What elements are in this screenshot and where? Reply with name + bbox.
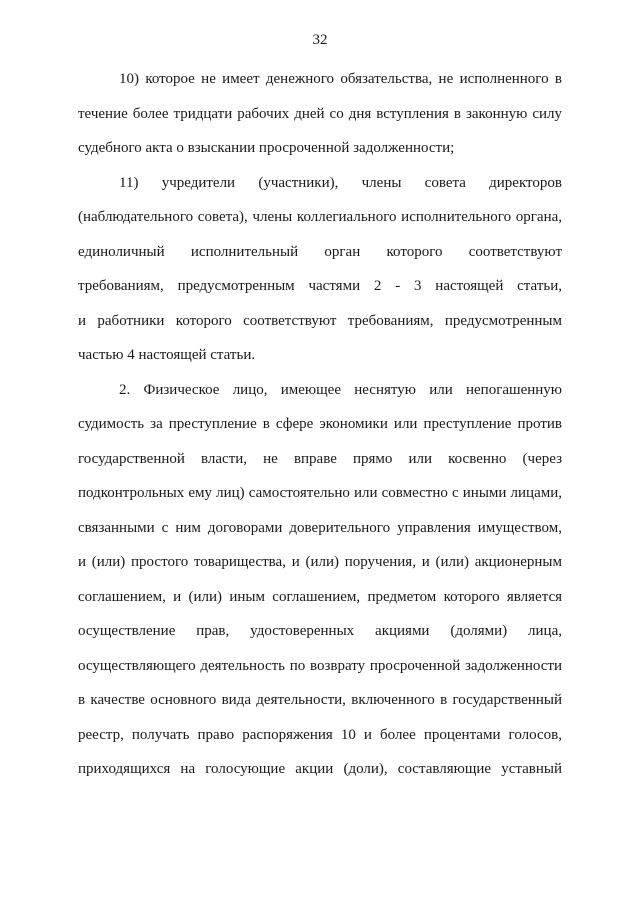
- document-body: [78, 62, 562, 787]
- text-line: осуществляющего деятельность по возврату просроченной задолженности: [78, 657, 562, 674]
- text-line: осуществление прав, удостоверенных акциями (долями) лица,: [78, 623, 562, 639]
- paragraph-item-10: [78, 62, 562, 166]
- text-line: частью 4 настоящей статьи.: [78, 347, 256, 363]
- text-line: подконтрольных ему лиц) самостоятельно или совместно с иными лицами,: [78, 485, 562, 501]
- text-line: требованиям, предусмотренным частями 2 - 3 настоящей статьи,: [78, 278, 562, 294]
- text-line: и (или) простого товарищества, и (или) поручения, и (или) акционерным: [78, 554, 562, 570]
- text-line: 10) которое не имеет денежного обязательства, не исполненного в: [119, 71, 562, 87]
- text-line: (наблюдательного совета), члены коллегиального исполнительного органа,: [78, 209, 562, 225]
- text-line: 11) учредители (участники), члены совета директоров: [119, 174, 562, 191]
- page-number: 32: [312, 32, 328, 48]
- text-line: связанными с ним договорами доверительного управления имуществом,: [78, 519, 562, 536]
- text-line: 2. Физическое лицо, имеющее неснятую или непогашенную: [119, 381, 562, 398]
- text-line: единоличный исполнительный орган которого соответствуют: [78, 243, 562, 260]
- text-line: соглашением, и (или) иным соглашением, предметом которого является: [78, 588, 562, 605]
- paragraph-item-11: [78, 166, 562, 373]
- text-line: приходящихся на голосующие акции (доли), составляющие уставный: [78, 761, 562, 777]
- text-line: государственной власти, не вправе прямо или косвенно (через: [78, 450, 562, 467]
- paragraph-part-2: [78, 373, 562, 787]
- text-line: течение более тридцати рабочих дней со дня вступления в законную силу: [78, 105, 562, 122]
- text-line: судимость за преступление в сфере экономики или преступление против: [78, 416, 562, 432]
- text-line: и работники которого соответствуют требованиям, предусмотренным: [78, 312, 562, 329]
- text-line: судебного акта о взыскании просроченной задолженности;: [78, 140, 455, 156]
- text-line: реестр, получать право распоряжения 10 и более процентами голосов,: [78, 726, 562, 743]
- text-line: в качестве основного вида деятельности, включенного в государственный: [78, 692, 562, 708]
